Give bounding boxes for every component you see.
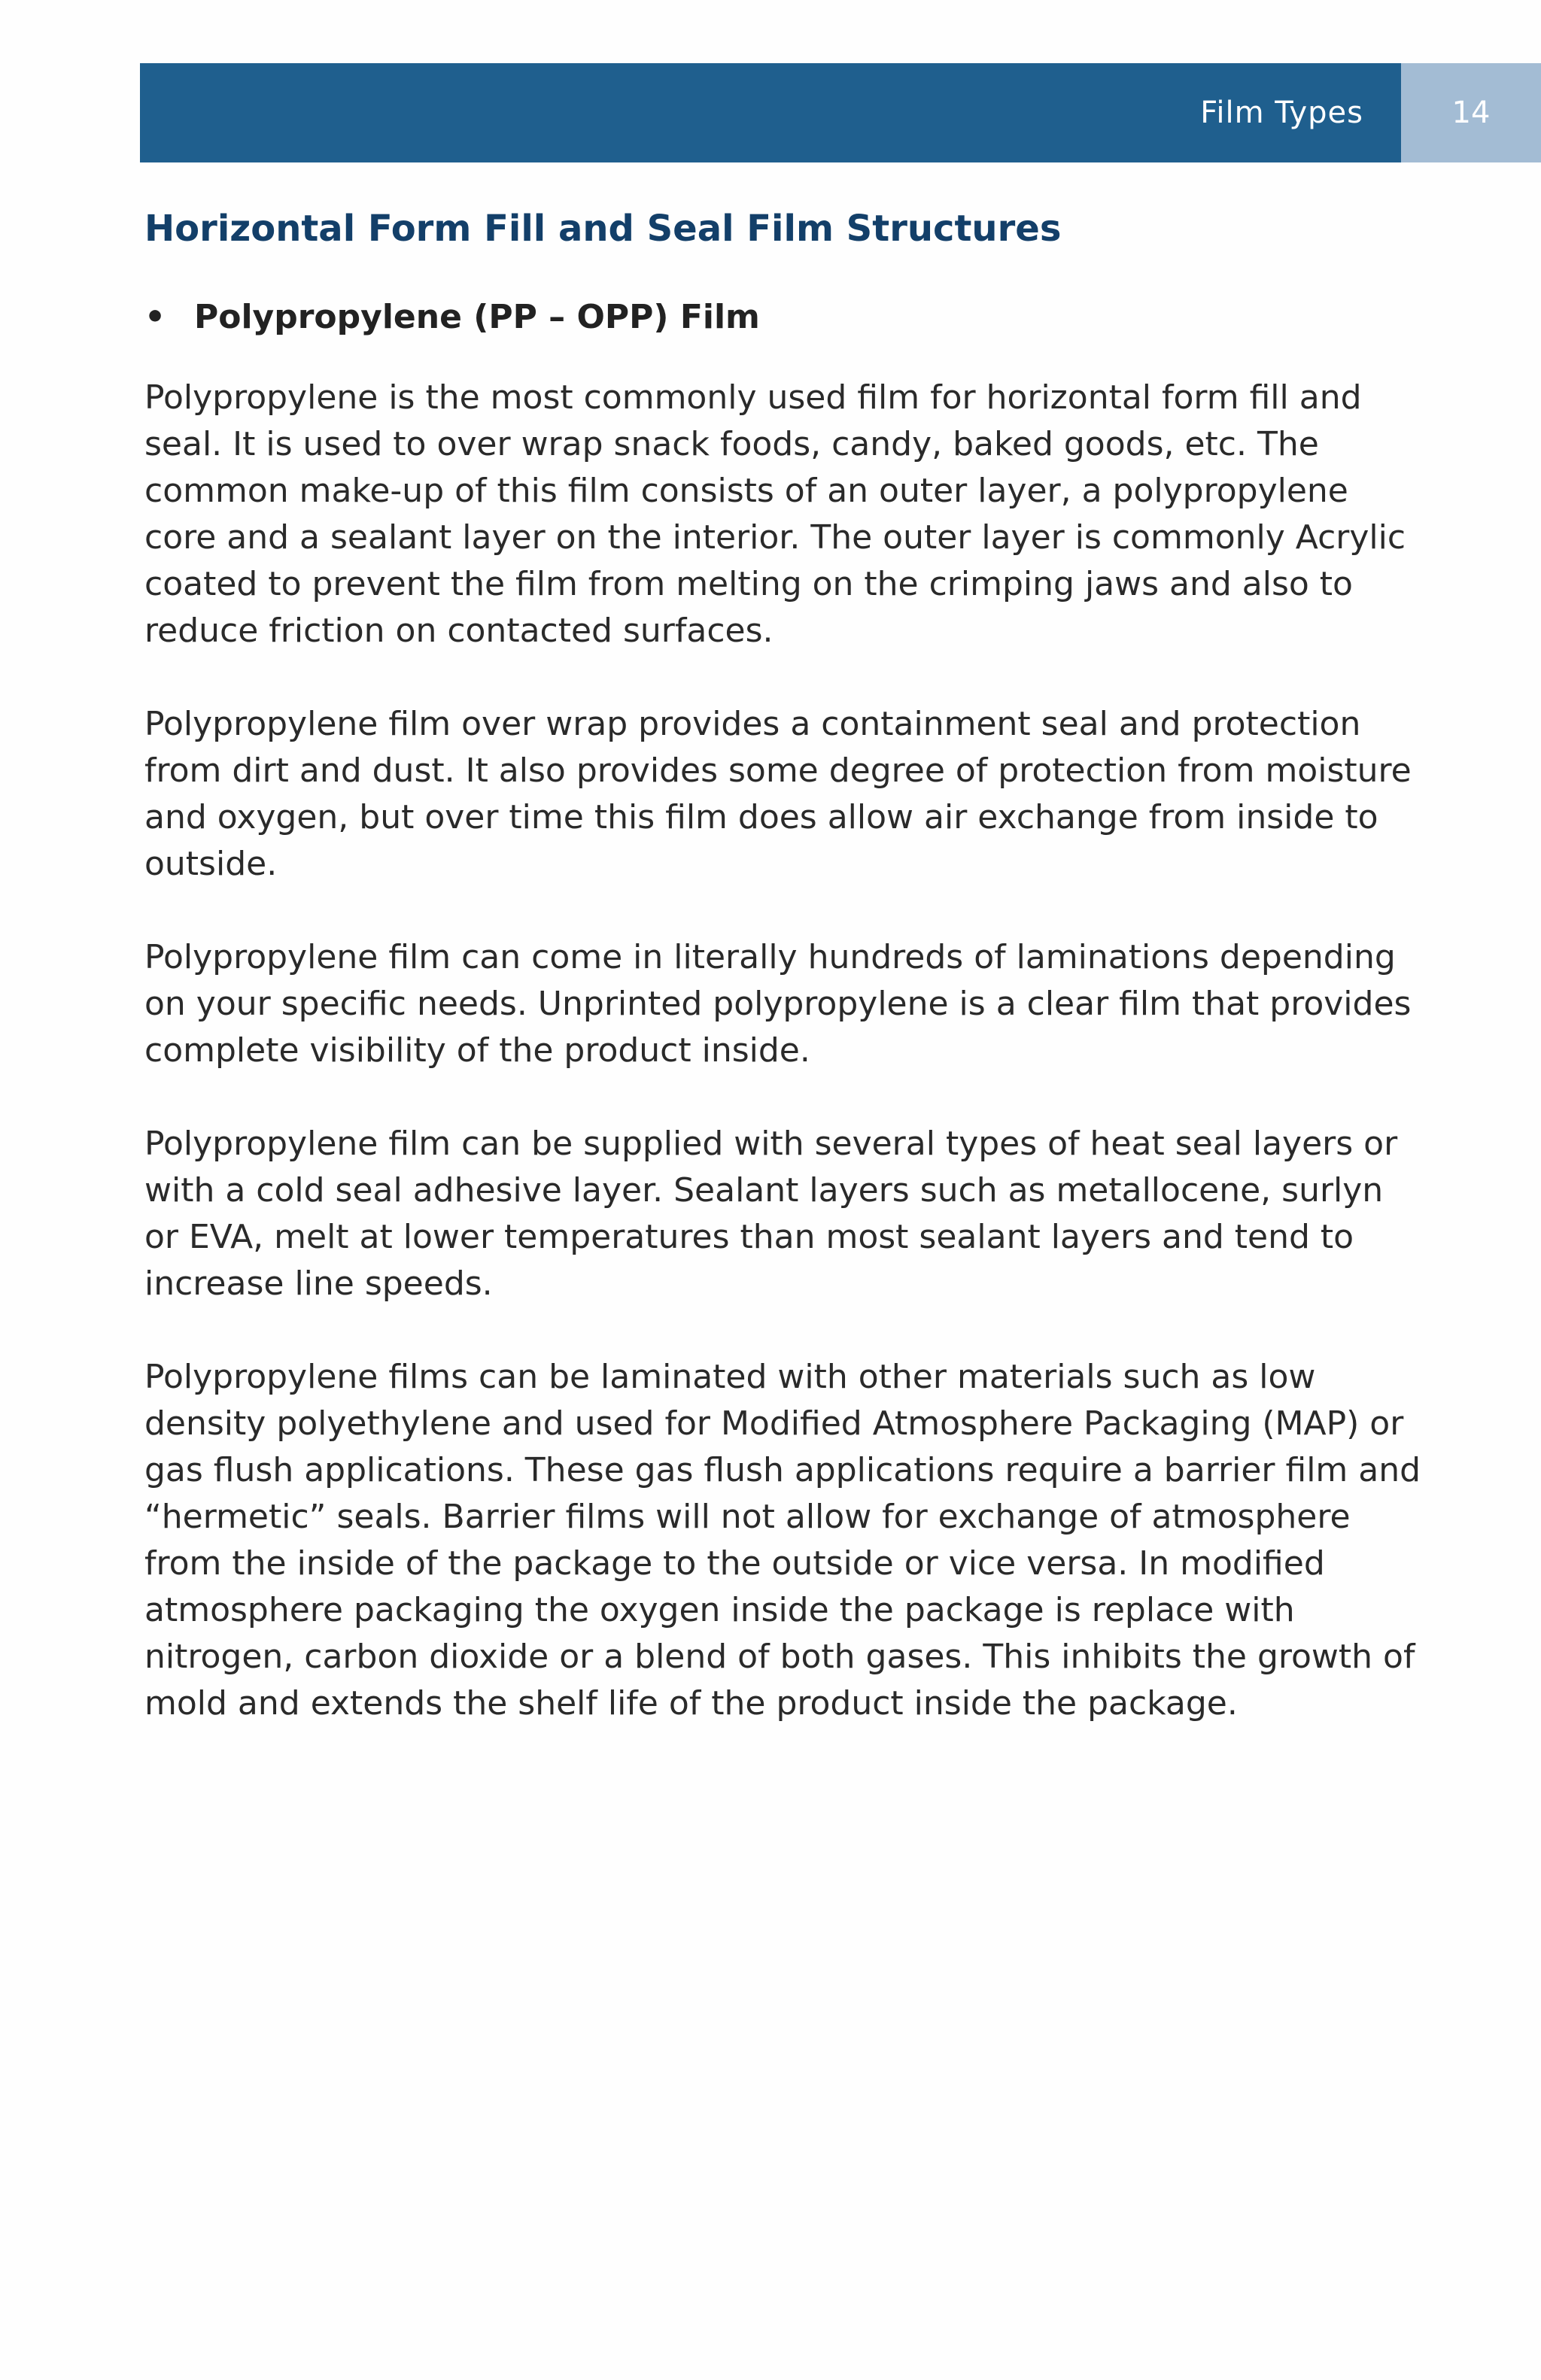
bullet-icon: • [144, 298, 166, 336]
bullet-heading [144, 286, 1424, 349]
page-number: 14 [1401, 63, 1541, 162]
paragraph-2: Polypropylene film over wrap provides a containment seal and protection from dirt and dust. It also provides some degree of protection from moisture and oxygen, but over time this film does allow air exchange from inside to outside. [144, 705, 1412, 883]
paragraph-5: Polypropylene films can be laminated with other materials such as low density polyethylene and used for Modified Atmosphere Packaging (MAP) or gas flush applications. These gas flush applications require a barrier film and “hermetic” seals. Barrier films will not allow for exchange of atmosphere from the inside of the package to the outside or vice versa. In modified atmosphere packaging the oxygen inside the package is replace with nitrogen, carbon dioxide or a blend of both gases. This inhibits the growth of mold and extends the shelf life of the product inside the package. [144, 1358, 1421, 1723]
bullet-heading-text: Polypropylene (PP – OPP) Film [194, 298, 760, 336]
page-content [144, 197, 1424, 1727]
paragraph-4: Polypropylene film can be supplied with several types of heat seal layers or with a cold seal adhesive layer. Sealant layers such as metallocene, surlyn or EVA, melt at lower temperatures than most sealant layers and tend to increase line speeds. [144, 1125, 1398, 1303]
page-title: Horizontal Form Fill and Seal Film Structures [144, 208, 1062, 250]
paragraph-3: Polypropylene film can come in literally hundreds of laminations depending on your specific needs. Unprinted polypropylene is a clear film that provides complete visibility of the product inside. [144, 938, 1412, 1070]
paragraph-1: Polypropylene is the most commonly used film for horizontal form fill and seal. It is used to over wrap snack foods, candy, baked goods, etc. The common make-up of this film consists of an outer layer, a polypropylene core and a sealant layer on the interior. The outer layer is commonly Acrylic coated to prevent the film from melting on the crimping jaws and also to reduce friction on contacted surfaces. [144, 378, 1406, 650]
section-title: Film Types [1200, 96, 1363, 130]
